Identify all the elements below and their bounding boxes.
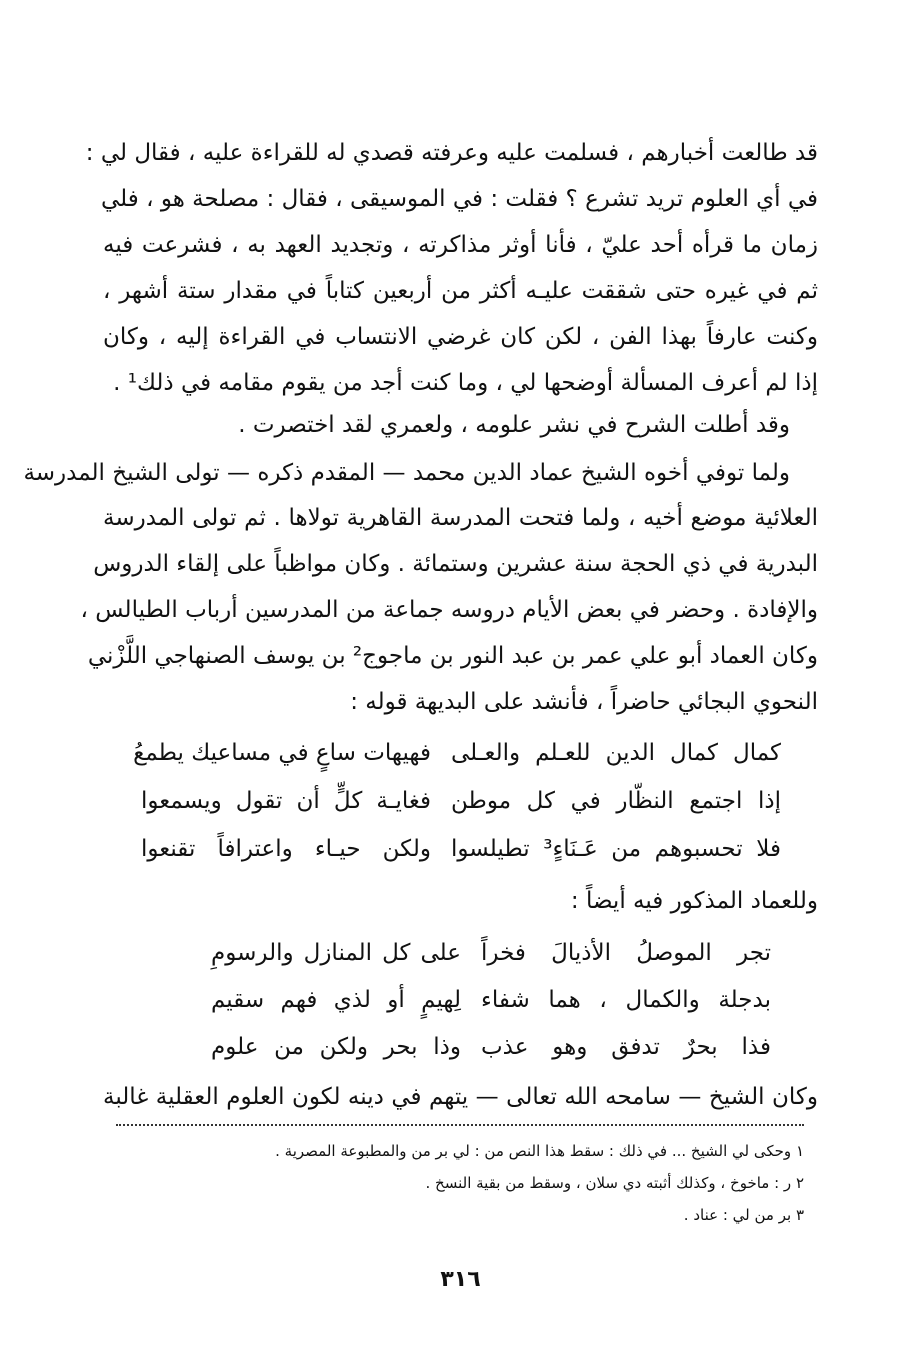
paragraph-line: إذا لم أعرف المسألة أوضحها لي ، وما كنت أجد من يقوم مقامه في ذلك¹ . [113, 370, 818, 396]
verse-second-hemistich: فهيهات ساعٍ في مساعيك يطمعُ [133, 740, 431, 766]
paragraph-line: العلائية موضع أخيه ، ولما فتحت المدرسة القاهرية تولاها . ثم تولى المدرسة [103, 505, 818, 531]
paragraph-line: والإفادة . وحضر في بعض الأيام دروسه جماعة من المدرسين أرباب الطيالس ، [80, 597, 818, 623]
paragraph-line: وكنت عارفاً بهذا الفن ، لكن كان غرضي الانتساب في القراءة إليه ، وكان [103, 324, 818, 350]
footnote: ٣ بر من لي : عناد . [683, 1206, 804, 1224]
verse-second-hemistich: لِهيمٍ أو لذي فهم سقيم [211, 987, 461, 1013]
verse-second-hemistich: على كل المنازل والرسومِ [211, 940, 461, 966]
footnote-separator [116, 1124, 804, 1126]
verse-intro: وللعماد المذكور فيه أيضاً : [570, 888, 818, 914]
verse-first-hemistich: فلا تحسبوهم من عَـنَاءٍ³ تطيلسوا [451, 836, 781, 862]
paragraph-line: النحوي البجائي حاضراً ، فأنشد على البديهة قوله : [350, 689, 818, 715]
verse-first-hemistich: إذا اجتمع النظّار في كل موطن [451, 788, 781, 814]
verse-first-hemistich: فذا بحرٌ تدفق وهو عذب [481, 1034, 771, 1060]
paragraph-line: قد طالعت أخبارهم ، فسلمت عليه وعرفته قصدي له للقراءة عليه ، فقال لي : [85, 140, 818, 166]
paragraph-line: ثم في غيره حتى شققت عليـه أكثر من أربعين كتاباً في مقدار ستة أشهر ، [103, 278, 818, 304]
paragraph-line: ولما توفي أخوه الشيخ عماد الدين محمد — المقدم ذكره — تولى الشيخ المدرسة [23, 460, 790, 486]
verse-first-hemistich: تجر الموصلُ الأذيالَ فخراً [481, 940, 771, 966]
paragraph-line: وكان العماد أبو علي عمر بن عبد النور بن ماجوج² بن يوسف الصنهاجي اللَّزْني [87, 643, 818, 669]
paragraph-line: زمان ما قرأه أحد عليّ ، فأنا أوثر مذاكرته ، وتجديد العهد به ، فشرعت فيه [103, 232, 818, 258]
verse-second-hemistich: وذا بحر ولكن من علوم [211, 1034, 461, 1060]
verse-first-hemistich: كمال كمال الدين للعـلم والعـلى [451, 740, 781, 766]
verse-second-hemistich: ولكن حيـاء واعترافاً تقنعوا [141, 836, 431, 862]
closing-line: وكان الشيخ — سامحه الله تعالى — يتهم في دينه لكون العلوم العقلية غالبة [103, 1084, 818, 1110]
paragraph-line: وقد أطلت الشرح في نشر علومه ، ولعمري لقد اختصرت . [238, 412, 790, 438]
paragraph-line: في أي العلوم تريد تشرع ؟ فقلت : في الموسيقى ، فقال : مصلحة هو ، فلي [101, 186, 818, 212]
footnote: ١ وحكى لي الشيخ ... في ذلك : سقط هذا النص من : لي بر من والمطبوعة المصرية . [275, 1142, 804, 1160]
footnote: ٢ ر : ماخوخ ، وكذلك أثبته دي سلان ، وسقط من بقية النسخ . [425, 1174, 804, 1192]
verse-first-hemistich: بدجلة والكمال ، هما شفاء [481, 987, 771, 1013]
paragraph-line: البدرية في ذي الحجة سنة عشرين وستمائة . وكان مواظباً على إلقاء الدروس [93, 551, 818, 577]
verse-second-hemistich: فغايـة كلٍّ أن تقول ويسمعوا [141, 788, 431, 814]
page-number: ٣١٦ [440, 1267, 481, 1292]
